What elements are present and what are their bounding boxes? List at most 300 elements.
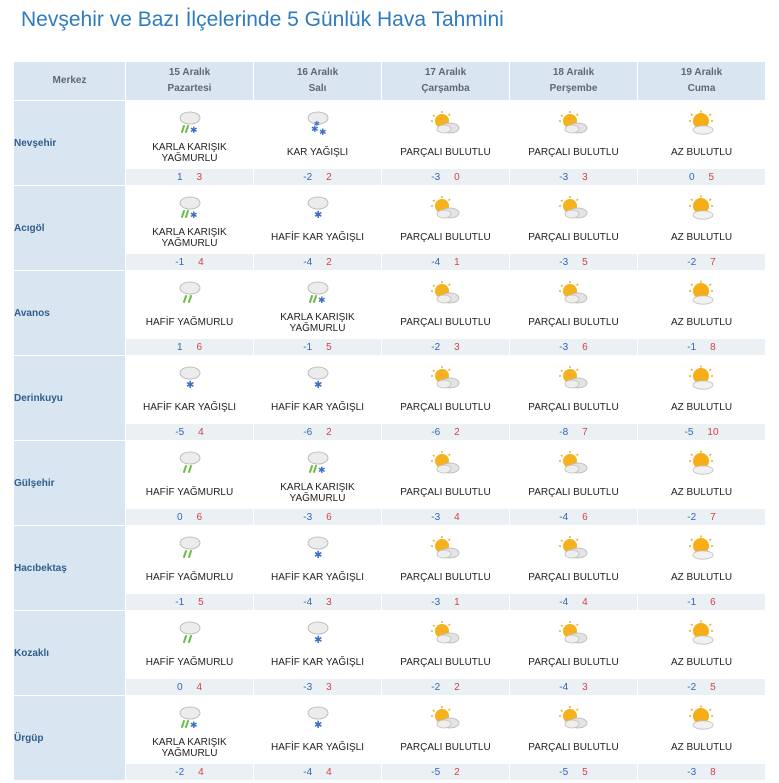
day-header xyxy=(382,62,510,101)
condition-cell xyxy=(126,137,254,169)
temperature-cell xyxy=(382,594,510,611)
max-temperature: 6 xyxy=(196,511,203,523)
max-temperature: 3 xyxy=(582,681,588,693)
temperature-cell xyxy=(638,339,766,356)
min-temperature: -3 xyxy=(303,681,313,693)
condition-text: AZ BULUTLU xyxy=(670,487,733,498)
condition-text: HAFİF KAR YAĞIŞLI xyxy=(143,402,236,413)
weather-icon-cell xyxy=(510,186,638,222)
city-icon-row xyxy=(14,101,766,137)
condition-text: PARÇALI BULUTLU xyxy=(400,402,491,413)
weather-icon-cell xyxy=(510,611,638,647)
condition-text: AZ BULUTLU xyxy=(670,402,733,413)
day-date: 15 Aralık xyxy=(168,67,211,78)
partly-cloudy-icon xyxy=(430,118,462,135)
max-temperature: 3 xyxy=(454,341,460,353)
max-temperature: 5 xyxy=(198,596,204,608)
day-header xyxy=(510,62,638,101)
partly-cloudy-icon xyxy=(558,203,590,220)
svg-text:✱: ✱ xyxy=(313,550,322,561)
weather-icon-cell xyxy=(382,526,510,562)
temperature-cell xyxy=(638,424,766,441)
condition-cell xyxy=(254,137,382,169)
condition-cell xyxy=(126,732,254,764)
temperature-cell xyxy=(254,509,382,526)
weather-icon-cell xyxy=(254,186,382,222)
min-temperature: 1 xyxy=(176,341,183,353)
temperature-row xyxy=(14,509,766,526)
weather-icon-cell xyxy=(382,611,510,647)
temperature-cell xyxy=(254,594,382,611)
min-temperature: -6 xyxy=(431,426,441,438)
partly-cloudy-icon xyxy=(430,543,462,560)
day-date: 18 Aralık xyxy=(552,67,595,78)
max-temperature: 7 xyxy=(710,256,716,268)
max-temperature: 3 xyxy=(326,681,332,693)
weather-icon-cell xyxy=(638,356,766,392)
max-temperature: 5 xyxy=(708,171,715,183)
condition-row xyxy=(14,647,766,679)
light-snow-icon xyxy=(302,203,334,220)
condition-cell xyxy=(382,732,510,764)
max-temperature: 5 xyxy=(326,341,332,353)
condition-cell xyxy=(126,222,254,254)
svg-text:✱: ✱ xyxy=(317,296,326,306)
temperature-cell xyxy=(638,254,766,271)
min-temperature: 0 xyxy=(176,511,183,523)
weather-icon-cell xyxy=(254,441,382,477)
weather-icon-cell xyxy=(126,526,254,562)
svg-text:✱: ✱ xyxy=(189,126,198,136)
city-icon-row xyxy=(14,356,766,392)
temperature-cell xyxy=(638,764,766,781)
condition-cell xyxy=(510,307,638,339)
condition-text: HAFİF YAĞMURLU xyxy=(145,317,234,328)
weather-icon-cell xyxy=(126,271,254,307)
light-snow-icon xyxy=(302,628,334,645)
few-clouds-icon xyxy=(686,373,718,390)
condition-cell xyxy=(382,477,510,509)
condition-cell xyxy=(638,647,766,679)
partly-cloudy-icon xyxy=(430,628,462,645)
condition-cell xyxy=(638,732,766,764)
condition-text: PARÇALI BULUTLU xyxy=(528,317,619,328)
temperature-row xyxy=(14,169,766,186)
max-temperature: 4 xyxy=(454,511,460,523)
temperature-cell xyxy=(510,509,638,526)
svg-text:✱: ✱ xyxy=(318,128,327,136)
temperature-cell xyxy=(510,169,638,186)
condition-text: AZ BULUTLU xyxy=(670,742,733,753)
max-temperature: 4 xyxy=(582,596,588,608)
partly-cloudy-icon xyxy=(558,373,590,390)
min-temperature: -1 xyxy=(303,341,313,353)
condition-cell xyxy=(510,137,638,169)
condition-cell xyxy=(254,562,382,594)
condition-text: AZ BULUTLU xyxy=(670,572,733,583)
day-header xyxy=(638,62,766,101)
few-clouds-icon xyxy=(686,713,718,730)
light-rain-icon xyxy=(174,458,206,475)
condition-cell xyxy=(382,137,510,169)
condition-cell xyxy=(510,647,638,679)
min-temperature: -3 xyxy=(303,511,313,523)
min-temperature: -2 xyxy=(303,171,313,183)
condition-cell xyxy=(126,477,254,509)
min-temperature: -1 xyxy=(687,341,697,353)
temperature-cell xyxy=(382,424,510,441)
temperature-cell xyxy=(638,169,766,186)
condition-cell xyxy=(254,732,382,764)
max-temperature: 7 xyxy=(710,511,716,523)
temperature-cell xyxy=(126,594,254,611)
temperature-cell xyxy=(254,679,382,696)
city-icon-row xyxy=(14,186,766,222)
light-snow-icon xyxy=(174,373,206,390)
partly-cloudy-icon xyxy=(558,458,590,475)
temperature-cell xyxy=(254,169,382,186)
max-temperature: 1 xyxy=(454,596,460,608)
condition-row xyxy=(14,562,766,594)
few-clouds-icon xyxy=(686,628,718,645)
temperature-row xyxy=(14,339,766,356)
condition-cell xyxy=(382,647,510,679)
temperature-cell xyxy=(510,254,638,271)
temperature-cell xyxy=(510,679,638,696)
max-temperature: 1 xyxy=(454,256,460,268)
temperature-cell xyxy=(510,339,638,356)
min-temperature: -4 xyxy=(303,256,313,268)
weather-icon-cell xyxy=(382,356,510,392)
partly-cloudy-icon xyxy=(430,458,462,475)
min-temperature: -5 xyxy=(431,766,441,778)
temperature-cell xyxy=(382,169,510,186)
condition-text: HAFİF YAĞMURLU xyxy=(145,657,234,668)
condition-text: KARLA KARIŞIK YAĞMURLU xyxy=(152,736,227,759)
temperature-cell xyxy=(382,339,510,356)
city-name: Hacıbektaş xyxy=(14,526,126,611)
day-name: Salı xyxy=(308,83,327,94)
svg-text:✱: ✱ xyxy=(310,125,319,135)
condition-cell xyxy=(254,392,382,424)
min-temperature: -2 xyxy=(431,341,441,353)
svg-text:✱: ✱ xyxy=(313,380,322,391)
temperature-cell xyxy=(254,339,382,356)
max-temperature: 6 xyxy=(582,341,588,353)
condition-text: PARÇALI BULUTLU xyxy=(400,657,491,668)
day-name: Cuma xyxy=(687,83,716,94)
day-name: Perşembe xyxy=(549,83,598,94)
partly-cloudy-icon xyxy=(558,713,590,730)
condition-cell xyxy=(638,477,766,509)
condition-text: PARÇALI BULUTLU xyxy=(400,742,491,753)
sleet-icon xyxy=(302,288,334,305)
max-temperature: 8 xyxy=(710,766,716,778)
condition-text: AZ BULUTLU xyxy=(670,232,733,243)
temperature-cell xyxy=(126,424,254,441)
max-temperature: 6 xyxy=(326,511,332,523)
day-header xyxy=(254,62,382,101)
temperature-row xyxy=(14,254,766,271)
min-temperature: 0 xyxy=(176,681,183,693)
condition-text: PARÇALI BULUTLU xyxy=(400,147,491,158)
sleet-icon xyxy=(174,118,206,135)
svg-text:✱: ✱ xyxy=(313,210,322,221)
condition-cell xyxy=(510,222,638,254)
condition-text: AZ BULUTLU xyxy=(670,657,733,668)
day-date: 19 Aralık xyxy=(680,67,723,78)
temperature-cell xyxy=(382,764,510,781)
condition-text: HAFİF YAĞMURLU xyxy=(145,572,234,583)
few-clouds-icon xyxy=(686,203,718,220)
min-temperature: 0 xyxy=(688,171,695,183)
condition-cell xyxy=(510,562,638,594)
max-temperature: 4 xyxy=(198,256,204,268)
weather-icon-cell xyxy=(254,271,382,307)
condition-text: PARÇALI BULUTLU xyxy=(528,572,619,583)
condition-text: PARÇALI BULUTLU xyxy=(528,742,619,753)
condition-row xyxy=(14,137,766,169)
condition-row xyxy=(14,392,766,424)
partly-cloudy-icon xyxy=(430,373,462,390)
condition-cell xyxy=(126,647,254,679)
svg-text:✱: ✱ xyxy=(185,380,194,391)
temperature-cell xyxy=(510,594,638,611)
max-temperature: 2 xyxy=(326,426,332,438)
max-temperature: 2 xyxy=(454,681,460,693)
light-snow-icon xyxy=(302,713,334,730)
max-temperature: 2 xyxy=(326,256,332,268)
weather-icon-cell xyxy=(126,441,254,477)
svg-text:✱: ✱ xyxy=(313,720,322,731)
svg-text:✱: ✱ xyxy=(189,211,198,221)
weather-icon-cell xyxy=(638,186,766,222)
condition-text: HAFİF KAR YAĞIŞLI xyxy=(271,657,364,668)
condition-text: PARÇALI BULUTLU xyxy=(400,487,491,498)
min-temperature: -3 xyxy=(559,171,569,183)
min-temperature: -3 xyxy=(431,596,441,608)
temperature-cell xyxy=(510,424,638,441)
light-snow-icon xyxy=(302,373,334,390)
city-name: Derinkuyu xyxy=(14,356,126,441)
min-temperature: -3 xyxy=(687,766,697,778)
temperature-cell xyxy=(382,679,510,696)
min-temperature: -4 xyxy=(303,766,313,778)
light-rain-icon xyxy=(174,288,206,305)
weather-icon-cell xyxy=(254,696,382,732)
max-temperature: 10 xyxy=(707,426,719,438)
temperature-row xyxy=(14,679,766,696)
condition-text: PARÇALI BULUTLU xyxy=(400,572,491,583)
temperature-cell xyxy=(638,509,766,526)
temperature-cell xyxy=(254,254,382,271)
few-clouds-icon xyxy=(686,288,718,305)
city-name: Nevşehir xyxy=(14,101,126,186)
min-temperature: -2 xyxy=(687,511,697,523)
min-temperature: -1 xyxy=(175,596,185,608)
max-temperature: 0 xyxy=(454,171,460,183)
condition-row xyxy=(14,222,766,254)
svg-text:✱: ✱ xyxy=(189,721,198,731)
few-clouds-icon xyxy=(686,458,718,475)
city-name: Kozaklı xyxy=(14,611,126,696)
condition-cell xyxy=(126,562,254,594)
weather-icon-cell xyxy=(126,696,254,732)
weather-icon-cell xyxy=(510,101,638,137)
max-temperature: 3 xyxy=(582,171,588,183)
temperature-cell xyxy=(126,509,254,526)
city-icon-row xyxy=(14,611,766,647)
weather-icon-cell xyxy=(638,611,766,647)
condition-text: HAFİF YAĞMURLU xyxy=(145,487,234,498)
condition-text: KARLA KARIŞIK YAĞMURLU xyxy=(152,226,227,249)
day-date: 17 Aralık xyxy=(424,67,467,78)
weather-icon-cell xyxy=(510,696,638,732)
max-temperature: 4 xyxy=(196,681,203,693)
condition-cell xyxy=(126,392,254,424)
weather-icon-cell xyxy=(638,526,766,562)
min-temperature: -2 xyxy=(687,256,697,268)
min-temperature: -1 xyxy=(687,596,697,608)
temperature-cell xyxy=(254,764,382,781)
weather-icon-cell xyxy=(638,696,766,732)
temperature-cell xyxy=(126,679,254,696)
condition-cell xyxy=(638,392,766,424)
condition-cell xyxy=(638,222,766,254)
max-temperature: 5 xyxy=(582,766,588,778)
min-temperature: -2 xyxy=(431,681,441,693)
weather-icon-cell xyxy=(382,101,510,137)
max-temperature: 2 xyxy=(326,171,332,183)
condition-cell xyxy=(382,222,510,254)
city-icon-row xyxy=(14,271,766,307)
weather-icon-cell xyxy=(510,526,638,562)
condition-cell xyxy=(382,307,510,339)
min-temperature: -2 xyxy=(175,766,185,778)
max-temperature: 2 xyxy=(454,426,460,438)
condition-row xyxy=(14,477,766,509)
weather-icon-cell xyxy=(126,356,254,392)
condition-cell xyxy=(254,647,382,679)
weather-icon-cell xyxy=(638,271,766,307)
header-row xyxy=(14,62,766,101)
partly-cloudy-icon xyxy=(558,628,590,645)
min-temperature: -3 xyxy=(559,256,569,268)
max-temperature: 3 xyxy=(326,596,332,608)
min-temperature: -2 xyxy=(687,681,697,693)
min-temperature: -4 xyxy=(431,256,441,268)
min-temperature: -5 xyxy=(684,426,694,438)
max-temperature: 6 xyxy=(582,511,588,523)
weather-icon-cell xyxy=(254,356,382,392)
max-temperature: 6 xyxy=(196,341,203,353)
min-temperature: -3 xyxy=(559,341,569,353)
day-header xyxy=(126,62,254,101)
partly-cloudy-icon xyxy=(430,203,462,220)
temperature-cell xyxy=(510,764,638,781)
condition-text: PARÇALI BULUTLU xyxy=(528,402,619,413)
weather-icon-cell xyxy=(510,441,638,477)
temperature-cell xyxy=(126,764,254,781)
weather-icon-cell xyxy=(126,186,254,222)
city-column-header: Merkez xyxy=(14,62,126,101)
city-name: Avanos xyxy=(14,271,126,356)
condition-text: AZ BULUTLU xyxy=(670,317,733,328)
forecast-table xyxy=(13,61,766,781)
min-temperature: 1 xyxy=(176,171,183,183)
page-title: Nevşehir ve Bazı İlçelerinde 5 Günlük Hava Tahmini xyxy=(21,8,504,31)
condition-cell xyxy=(510,732,638,764)
condition-row xyxy=(14,732,766,764)
max-temperature: 4 xyxy=(326,766,332,778)
temperature-cell xyxy=(382,509,510,526)
weather-icon-cell xyxy=(510,356,638,392)
weather-icon-cell xyxy=(638,101,766,137)
temperature-cell xyxy=(126,169,254,186)
condition-cell xyxy=(638,562,766,594)
city-name: Acıgöl xyxy=(14,186,126,271)
min-temperature: -5 xyxy=(175,426,185,438)
few-clouds-icon xyxy=(686,543,718,560)
condition-text: KARLA KARIŞIK YAĞMURLU xyxy=(280,481,355,504)
condition-text: HAFİF KAR YAĞIŞLI xyxy=(271,402,364,413)
weather-icon-cell xyxy=(638,441,766,477)
condition-cell xyxy=(382,562,510,594)
city-icon-row xyxy=(14,696,766,732)
condition-cell xyxy=(382,392,510,424)
min-temperature: -3 xyxy=(431,511,441,523)
condition-cell xyxy=(638,137,766,169)
condition-cell xyxy=(126,307,254,339)
condition-text: PARÇALI BULUTLU xyxy=(528,487,619,498)
weather-icon-cell xyxy=(254,101,382,137)
sleet-icon xyxy=(302,458,334,475)
snow-icon xyxy=(302,118,334,135)
min-temperature: -4 xyxy=(559,511,569,523)
weather-icon-cell xyxy=(254,611,382,647)
condition-text: PARÇALI BULUTLU xyxy=(400,232,491,243)
day-date: 16 Aralık xyxy=(296,67,339,78)
sleet-icon xyxy=(174,713,206,730)
min-temperature: -3 xyxy=(431,171,441,183)
condition-text: KAR YAĞIŞLI xyxy=(286,147,349,158)
min-temperature: -8 xyxy=(559,426,569,438)
condition-text: HAFİF KAR YAĞIŞLI xyxy=(271,572,364,583)
day-name: Çarşamba xyxy=(421,83,470,94)
temperature-row xyxy=(14,594,766,611)
condition-cell xyxy=(510,477,638,509)
partly-cloudy-icon xyxy=(558,288,590,305)
max-temperature: 3 xyxy=(196,171,203,183)
partly-cloudy-icon xyxy=(558,118,590,135)
condition-text: HAFİF KAR YAĞIŞLI xyxy=(271,232,364,243)
few-clouds-icon xyxy=(686,118,718,135)
condition-text: AZ BULUTLU xyxy=(670,147,733,158)
partly-cloudy-icon xyxy=(430,288,462,305)
temperature-cell xyxy=(638,594,766,611)
min-temperature: -6 xyxy=(303,426,313,438)
city-name: Ürgüp xyxy=(14,696,126,781)
weather-icon-cell xyxy=(126,611,254,647)
light-snow-icon xyxy=(302,543,334,560)
condition-text: PARÇALI BULUTLU xyxy=(400,317,491,328)
max-temperature: 6 xyxy=(710,596,716,608)
max-temperature: 7 xyxy=(582,426,588,438)
day-name: Pazartesi xyxy=(167,83,212,94)
temperature-cell xyxy=(126,254,254,271)
weather-icon-cell xyxy=(382,271,510,307)
max-temperature: 5 xyxy=(710,681,716,693)
